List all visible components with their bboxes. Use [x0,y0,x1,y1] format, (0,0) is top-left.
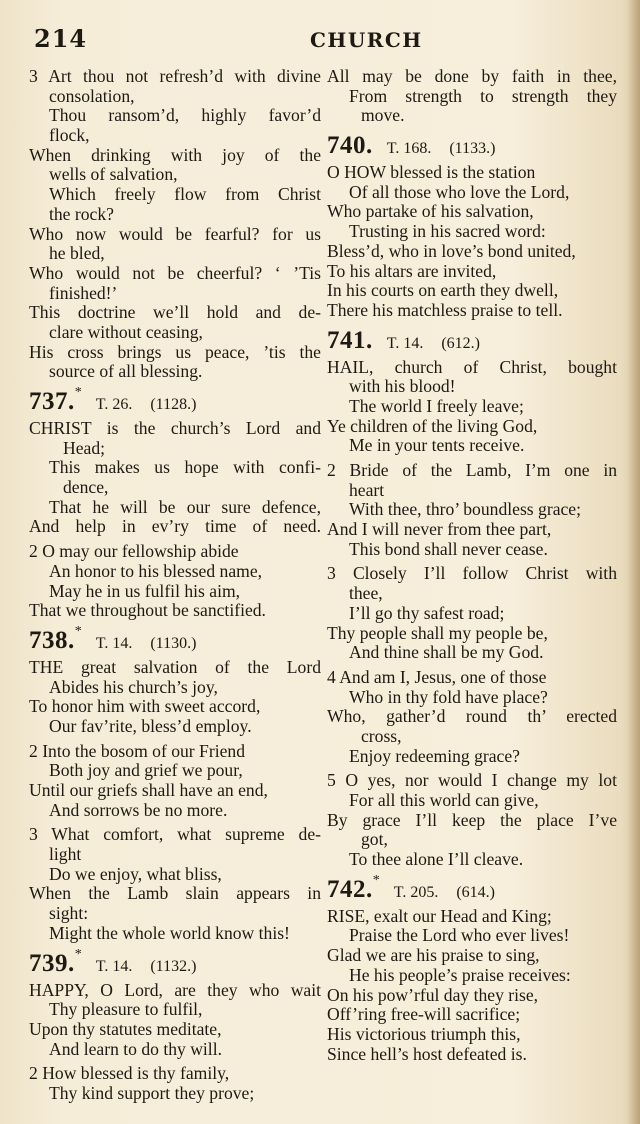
hymn-line: heart [349,479,385,500]
hymn-line: Since hell’s host defeated is. [327,1043,527,1064]
tune-reference: T. 26. [95,396,133,413]
section-title: CHURCH [310,28,423,52]
hymn-line: Thou ransom’d, highly favor’d [49,105,321,126]
hymn-star-mark: * [372,872,380,888]
hymn-line: This makes us hope with confi- [49,457,321,478]
hymn-line: 2 Bride of the Lamb, I’m one in [327,460,617,480]
hymn-line: move. [361,105,405,126]
hymn-line: 2 Into the bosom of our Friend [29,740,245,761]
hymn-line: This doctrine we’ll hold and de- [29,302,321,323]
hymn-line: His victorious triumph this, [327,1023,521,1044]
hymn-line: Trusting in his sacred word: [349,221,546,242]
hymn-number: 740. [327,132,373,160]
hymn-line: Abides his church’s joy, [49,676,218,697]
tune-reference: T. 205. [393,883,439,901]
hymn-line: sight: [49,903,89,924]
hymn-line: Who would not be cheerful? ‘ ’Tis [29,262,321,283]
page-number: 214 [34,24,88,53]
hymn-line: with his blood! [349,376,456,397]
hymn-number: 742. [327,875,373,903]
hymn-star-mark: * [74,623,82,639]
hymn-line: clare without ceasing, [49,321,203,342]
hymn-reference-number: (1128.) [150,396,197,413]
hymn-line: Thy people shall my people be, [327,622,548,643]
hymn-line: Which freely flow from Christ [49,184,321,205]
hymn-line: Bless’d, who in love’s bond united, [327,240,576,261]
hymn-line: In his courts on earth they dwell, [327,280,559,301]
hymn-line: HAPPY, O Lord, are they who wait [29,979,321,1000]
hymn-line: dence, [63,477,109,498]
hymn-line: Ye children of the living God, [327,415,538,436]
hymn-line: When drinking with joy of the [29,144,321,165]
hymn-line: Praise the Lord who ever lives! [349,925,570,946]
hymn-heading [327,870,617,907]
hymn-line: 2 How blessed is thy family, [29,1063,230,1084]
hymn-line: To his altars are invited, [327,260,497,281]
left-column [29,67,321,1104]
hymn-line: Of all those who love the Lord, [349,181,570,202]
hymn-line: Head; [63,437,106,458]
hymn-line: O HOW blessed is the station [327,162,536,183]
hymn-line: To thee alone I’ll cleave. [349,849,524,870]
hymn-line: 3 What comfort, what supreme de- [29,824,321,845]
hymn-line: thee, [349,583,383,604]
hymn-line: For all this world can give, [349,790,539,810]
hymn-reference-number: (614.) [456,883,495,901]
hymn-line: Enjoy redeeming grace? [349,745,520,766]
hymn-line: Might the whole world know this! [49,922,290,943]
hymn-heading [327,321,617,358]
tune-reference: T. 14. [386,334,424,352]
hymn-number: 737. [29,388,75,415]
right-column [327,67,617,1064]
hymn-line: 4 And am I, Jesus, one of those [327,666,547,687]
hymn-line: wells of salvation, [49,164,178,185]
hymn-line: Both joy and grief we pour, [49,760,243,781]
hymn-line: To honor him with sweet accord, [29,696,261,717]
hymn-line: May he in us fulfil his aim, [49,580,241,601]
hymn-line: Do we enjoy, what bliss, [49,863,222,884]
hymn-line: 3 Art thou not refresh’d with divine [29,66,321,86]
hymn-line: Who now would be fearful? for us [29,223,321,244]
hymn-line: Upon thy statutes meditate, [29,1018,222,1039]
hymn-line: With thee, thro’ boundless grace; [349,499,582,520]
hymn-line: On his pow’rful day they rise, [327,984,539,1005]
hymn-star-mark: * [74,385,82,400]
hymn-line: light [49,844,82,865]
hymn-line: finished!’ [49,282,118,303]
hymn-star-mark: * [74,946,82,962]
hymn-line: And help in ev’ry time of need. [29,516,321,537]
hymn-line: got, [361,829,388,850]
hymn-line: 3 Closely I’ll follow Christ with [327,563,617,584]
hymn-heading [29,944,321,981]
hymn-line: An honor to his blessed name, [49,560,263,581]
hymn-line: The world I freely leave; [349,395,524,416]
hymn-line: HAIL, church of Christ, bought [327,356,617,377]
hymn-line: Off’ring free-will sacrifice; [327,1004,521,1025]
hymn-line: THE great salvation of the Lord [29,656,321,677]
hymn-line: And thine shall be my God. [349,642,544,663]
hymn-line: Who partake of his salvation, [327,201,534,222]
hymn-reference-number: (612.) [441,334,480,352]
hymn-number: 741. [327,326,373,354]
tune-reference: T. 168. [386,140,432,158]
page-edge [628,0,640,1124]
hymn-line: Who in thy fold have place? [349,686,548,707]
hymn-line: From strength to strength they [349,85,617,106]
hymn-line: the rock? [49,203,114,224]
hymn-line: Who, gather’d round th’ erected [327,706,617,727]
hymn-line: There his matchless praise to tell. [327,299,563,320]
hymn-line: And learn to do thy will. [49,1038,222,1059]
hymn-reference-number: (1130.) [150,634,197,652]
hymn-reference-number: (1133.) [449,140,496,158]
hymn-line: CHRIST is the church’s Lord and [29,418,321,438]
hymn-line: he bled, [49,243,105,264]
hymn-line: This bond shall never cease. [349,538,548,559]
hymn-line: That he will be our sure defence, [49,496,321,517]
hymn-heading [29,621,321,658]
hymn-line: That we throughout be sanctified. [29,600,266,621]
tune-reference: T. 14. [95,634,133,652]
hymn-line: When the Lamb slain appears in [29,883,321,904]
hymn-number: 739. [29,949,75,977]
page-header [30,24,620,58]
hymn-line: Thy pleasure to fulfil, [49,999,203,1020]
hymn-heading [327,126,617,163]
hymn-number: 738. [29,626,75,654]
tune-reference: T. 14. [95,957,133,975]
hymn-line: All may be done by faith in thee, [327,66,617,86]
hymn-line: 2 O may our fellowship abide [29,541,239,562]
hymn-line: 5 O yes, nor would I change my lot [327,770,617,791]
hymn-line: And sorrows be no more. [49,799,228,820]
hymn-line: Until our griefs shall have an end, [29,780,268,800]
hymn-line: flock, [49,125,90,146]
hymn-line: Glad we are his praise to sing, [327,945,540,966]
hymn-line: I’ll go thy safest road; [349,602,505,623]
hymn-line: His cross brings us peace, ’tis the [29,341,321,362]
hymn-line: By grace I’ll keep the place I’ve [327,809,617,830]
hymn-line: source of all blessing. [49,361,203,382]
hymn-heading [29,382,321,419]
hymn-line: Me in your tents receive. [349,435,525,456]
hymn-line: And I will never from thee part, [327,519,552,540]
hymn-line: consolation, [49,85,135,106]
hymn-line: Our fav’rite, bless’d employ. [49,715,252,736]
hymn-reference-number: (1132.) [150,957,197,975]
hymn-line: Thy kind support they prove; [49,1082,255,1103]
hymn-line: cross, [361,725,402,746]
hymn-line: He his people’s praise receives: [349,964,571,985]
hymn-line: RISE, exalt our Head and King; [327,905,552,926]
